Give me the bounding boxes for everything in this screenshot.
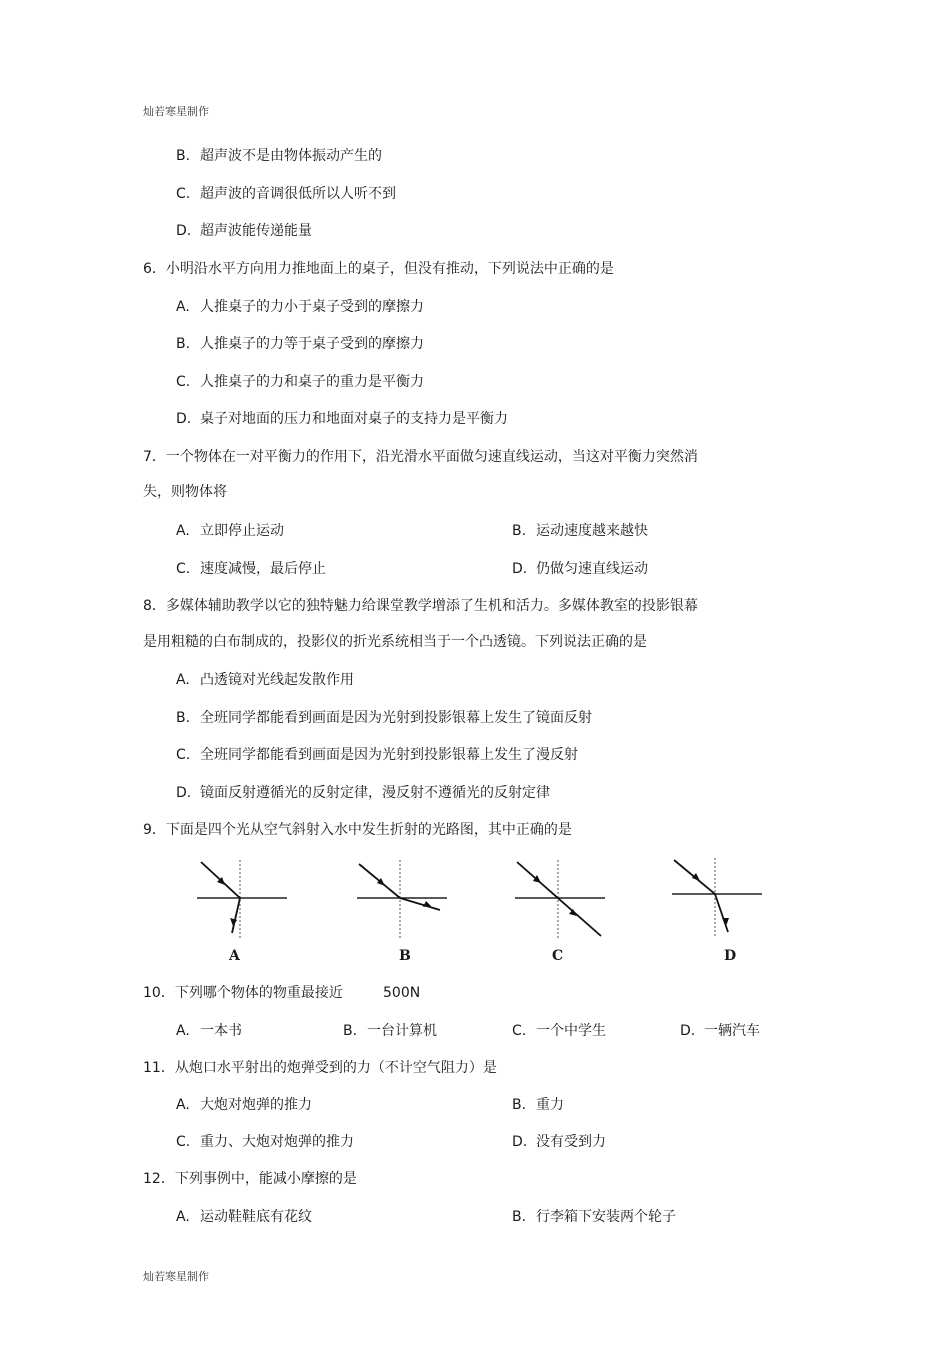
q7-option-c	[176, 560, 326, 578]
q10-stem: 10．下列哪个物体的物重最接近	[143, 985, 343, 1001]
option-letter: C.	[176, 374, 191, 390]
option-letter: C.	[512, 1023, 527, 1039]
q12-option-a	[176, 1208, 312, 1226]
option-letter: D.	[512, 1134, 528, 1150]
option-letter: D.	[680, 1023, 696, 1039]
option-letter: B.	[343, 1023, 358, 1039]
q8-option-b	[176, 709, 592, 727]
option-text: 超声波能传递能量	[200, 223, 312, 239]
option-text: 镜面反射遵循光的反射定律，漫反射不遵循光的反射定律	[200, 785, 550, 801]
q10-option-c	[512, 1022, 606, 1040]
refraction-diagram-d	[670, 856, 765, 941]
figure-label-c: C	[552, 948, 564, 964]
option-text: 人推桌子的力和桌子的重力是平衡力	[200, 374, 424, 390]
figure-label-a: A	[229, 948, 240, 964]
option-letter: B.	[512, 1097, 527, 1113]
q6-option-b	[176, 335, 424, 353]
option-letter: A.	[176, 1097, 190, 1113]
q10-option-d	[680, 1022, 760, 1040]
option-letter: A.	[176, 299, 190, 315]
refraction-diagram-a	[195, 858, 290, 943]
q7-option-b	[512, 522, 648, 540]
q6-stem: 6．小明沿水平方向用力推地面上的桌子，但没有推动，下列说法中正确的是	[143, 261, 614, 277]
option-letter: D.	[512, 561, 528, 577]
q9-stem: 9．下面是四个光从空气斜射入水中发生折射的光路图，其中正确的是	[143, 822, 572, 838]
option-letter: C.	[176, 186, 191, 202]
q11-option-d	[512, 1133, 606, 1151]
option-letter: B.	[176, 710, 191, 726]
option-letter: D.	[176, 223, 192, 239]
option-text: 桌子对地面的压力和地面对桌子的支持力是平衡力	[200, 411, 508, 427]
q5-option-c	[176, 185, 396, 203]
option-text: 仍做匀速直线运动	[536, 561, 648, 577]
option-text: 重力、大炮对炮弹的推力	[200, 1134, 354, 1150]
q11-option-c	[176, 1133, 354, 1151]
option-letter: B.	[512, 523, 527, 539]
q6-option-a	[176, 298, 424, 316]
option-text: 一个中学生	[536, 1023, 606, 1039]
q6-option-c	[176, 373, 424, 391]
option-text: 运动速度越来越快	[536, 523, 648, 539]
figure-label-b: B	[399, 948, 411, 964]
option-text: 一台计算机	[367, 1023, 437, 1039]
option-text: 行李箱下安装两个轮子	[536, 1209, 676, 1225]
option-text: 全班同学都能看到画面是因为光射到投影银幕上发生了漫反射	[200, 747, 578, 763]
option-text: 人推桌子的力小于桌子受到的摩擦力	[200, 299, 424, 315]
q10-option-a	[176, 1022, 242, 1040]
option-letter: C.	[176, 1134, 191, 1150]
option-letter: D.	[176, 785, 192, 801]
option-text: 超声波不是由物体振动产生的	[200, 148, 382, 164]
option-letter: B.	[176, 336, 191, 352]
option-text: 一辆汽车	[704, 1023, 760, 1039]
option-text: 速度减慢，最后停止	[200, 561, 326, 577]
q11-option-b	[512, 1096, 564, 1114]
page-header: 灿若寒星制作	[143, 105, 209, 118]
option-letter: C.	[176, 561, 191, 577]
page-footer: 灿若寒星制作	[143, 1270, 209, 1283]
option-letter: A.	[176, 1209, 190, 1225]
q12-option-b	[512, 1208, 676, 1226]
option-text: 全班同学都能看到画面是因为光射到投影银幕上发生了镜面反射	[200, 710, 592, 726]
q10-value: 500N	[383, 985, 421, 1001]
option-letter: B.	[176, 148, 191, 164]
q12-stem: 12．下列事例中，能减小摩擦的是	[143, 1171, 357, 1187]
q8-stem-line1: 8．多媒体辅助教学以它的独特魅力给课堂教学增添了生机和活力。多媒体教室的投影银幕	[143, 598, 698, 614]
option-letter: A.	[176, 672, 190, 688]
q7-option-d	[512, 560, 648, 578]
option-text: 立即停止运动	[200, 523, 284, 539]
option-text: 重力	[536, 1097, 564, 1113]
q7-option-a	[176, 522, 284, 540]
q7-stem-line1: 7．一个物体在一对平衡力的作用下，沿光滑水平面做匀速直线运动，当这对平衡力突然消	[143, 449, 698, 465]
q8-stem-line2: 是用粗糙的白布制成的，投影仪的折光系统相当于一个凸透镜。下列说法正确的是	[143, 634, 647, 650]
option-text: 一本书	[200, 1023, 242, 1039]
option-text: 凸透镜对光线起发散作用	[200, 672, 354, 688]
figure-label-d: D	[724, 948, 737, 964]
q6-option-d	[176, 410, 508, 428]
q10-option-b	[343, 1022, 437, 1040]
q5-option-d	[176, 222, 312, 240]
refraction-diagram-c	[513, 858, 608, 943]
option-text: 大炮对炮弹的推力	[200, 1097, 312, 1113]
option-text: 人推桌子的力等于桌子受到的摩擦力	[200, 336, 424, 352]
q8-option-c	[176, 746, 578, 764]
option-text: 没有受到力	[536, 1134, 606, 1150]
q7-stem-line2: 失，则物体将	[143, 484, 227, 500]
option-letter: A.	[176, 1023, 190, 1039]
q11-stem: 11．从炮口水平射出的炮弹受到的力（不计空气阻力）是	[143, 1060, 497, 1076]
option-letter: C.	[176, 747, 191, 763]
option-letter: B.	[512, 1209, 527, 1225]
q8-option-d	[176, 784, 550, 802]
option-text: 运动鞋鞋底有花纹	[200, 1209, 312, 1225]
q8-option-a	[176, 671, 354, 689]
option-text: 超声波的音调很低所以人听不到	[200, 186, 396, 202]
refraction-diagram-b	[355, 858, 450, 943]
option-letter: D.	[176, 411, 192, 427]
option-letter: A.	[176, 523, 190, 539]
q11-option-a	[176, 1096, 312, 1114]
q5-option-b	[176, 147, 382, 165]
